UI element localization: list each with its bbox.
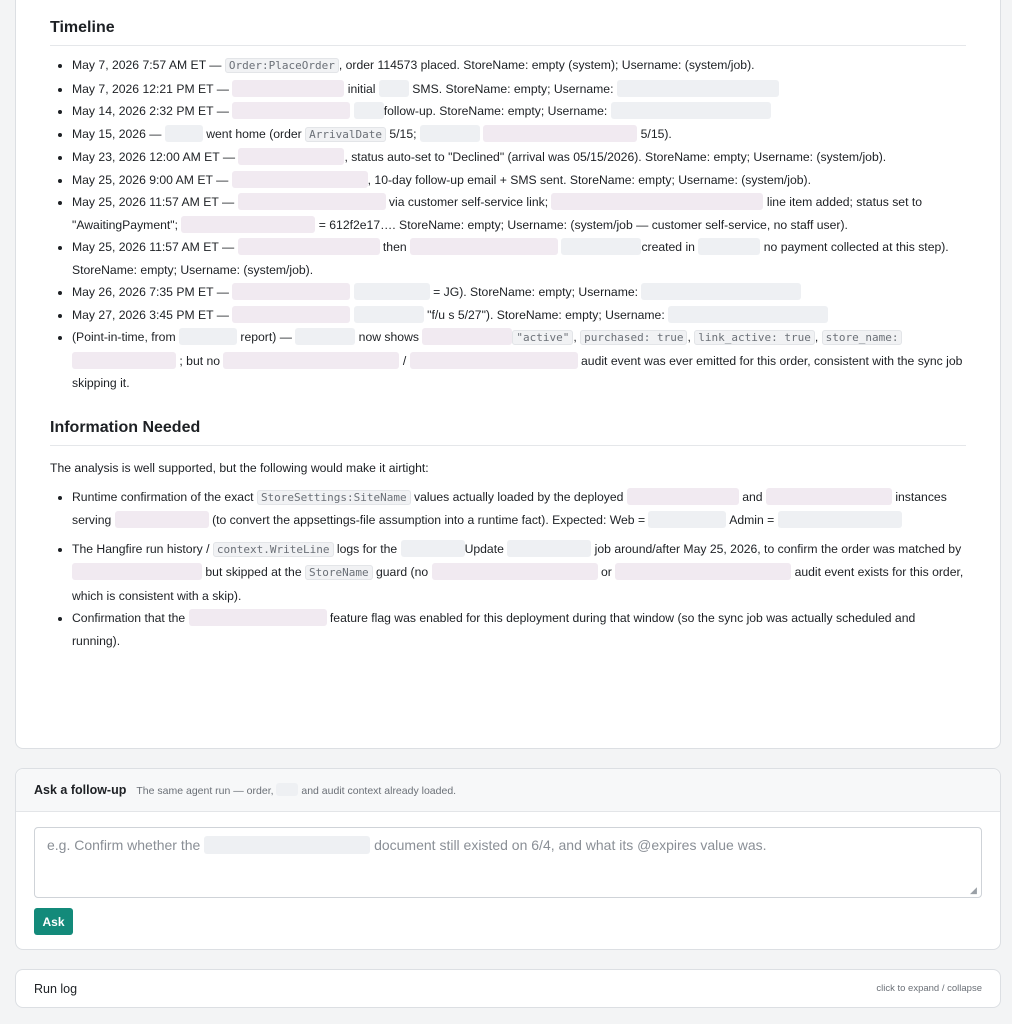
list-item: • May 7, 2026 12:21 PM ET — initial SMS. StoreName: empty; Username: — [72, 78, 966, 101]
list-item: • May 25, 2026 11:57 AM ET — then created in no payment collected at this step). StoreName: empty; Username: (system/job). — [72, 236, 966, 281]
list-item: • May 7, 2026 7:57 AM ET — Order:PlaceOrder , order 114573 placed. StoreName: empty (system); Username: (system/job). — [72, 54, 966, 78]
resize-handle-icon[interactable]: ◢ — [970, 885, 977, 895]
followup-textarea[interactable] — [34, 827, 982, 898]
timeline-list — [50, 54, 966, 395]
list-item: • Confirmation that the feature flag was enabled for this deployment during that window (so the sync job was actually scheduled and running). — [72, 607, 966, 652]
followup-placeholder: e.g. Confirm whether the document still existed on 6/4, and what its @expires value was. — [47, 837, 767, 853]
run-log-hint: click to expand / collapse — [876, 983, 982, 994]
list-item: • May 27, 2026 3:45 PM ET — "f/u s 5/27"). StoreName: empty; Username: — [72, 304, 966, 327]
information-lead: The analysis is well supported, but the following would make it airtight: — [50, 460, 429, 475]
report-card — [15, 0, 1001, 749]
list-item: • May 25, 2026 9:00 AM ET — , 10-day follow-up email + SMS sent. StoreName: empty; Username: (system/job). — [72, 169, 966, 192]
run-log-title: Run log — [34, 981, 78, 996]
followup-header — [16, 769, 1000, 812]
list-item: • May 25, 2026 11:57 AM ET — via customer self-service link; line item added; status set to "AwaitingPayment"; = 612f2e17…. StoreName: empty; Username: (system/job — customer self-service, no staff user). — [72, 191, 966, 236]
list-item: • (Point-in-time, from report) — now shows "active" , purchased: true , link_active: true , store_name: ; but no / audit event was ever emitted for this order, consistent with the sync job skipping it. — [72, 326, 966, 395]
list-item: • The Hangfire run history / context.WriteLine logs for the Update job around/after May 25, 2026, to confirm the order was matched by but skipped at the StoreName guard (no or audit event exists for this order, which is consistent with a skip). — [72, 538, 966, 608]
list-item: • May 15, 2026 — went home (order ArrivalDate 5/15; 5/15). — [72, 123, 966, 147]
list-item: • May 14, 2026 2:32 PM ET — follow-up. StoreName: empty; Username: — [72, 100, 966, 123]
list-item: • Runtime confirmation of the exact StoreSettings:SiteName values actually loaded by the deployed and instances serving (to convert the appsettings-file assumption into a runtime fact). Expected: Web = Admin = — [72, 486, 966, 532]
run-log-panel[interactable] — [15, 969, 1001, 1008]
ask-button[interactable]: Ask — [34, 908, 73, 935]
list-item: • May 23, 2026 12:00 AM ET — , status auto-set to "Declined" (arrival was 05/15/2026). StoreName: empty; Username: (system/job). — [72, 146, 966, 169]
followup-title: Ask a follow-up — [34, 783, 127, 797]
timeline-heading: Timeline — [50, 19, 966, 46]
information-needed-heading: Information Needed — [50, 419, 966, 446]
information-list — [50, 486, 966, 653]
followup-subtitle: The same agent run — order, and audit context already loaded. — [136, 785, 457, 797]
followup-panel — [15, 768, 1001, 950]
list-item: • May 26, 2026 7:35 PM ET — = JG). StoreName: empty; Username: — [72, 281, 966, 304]
